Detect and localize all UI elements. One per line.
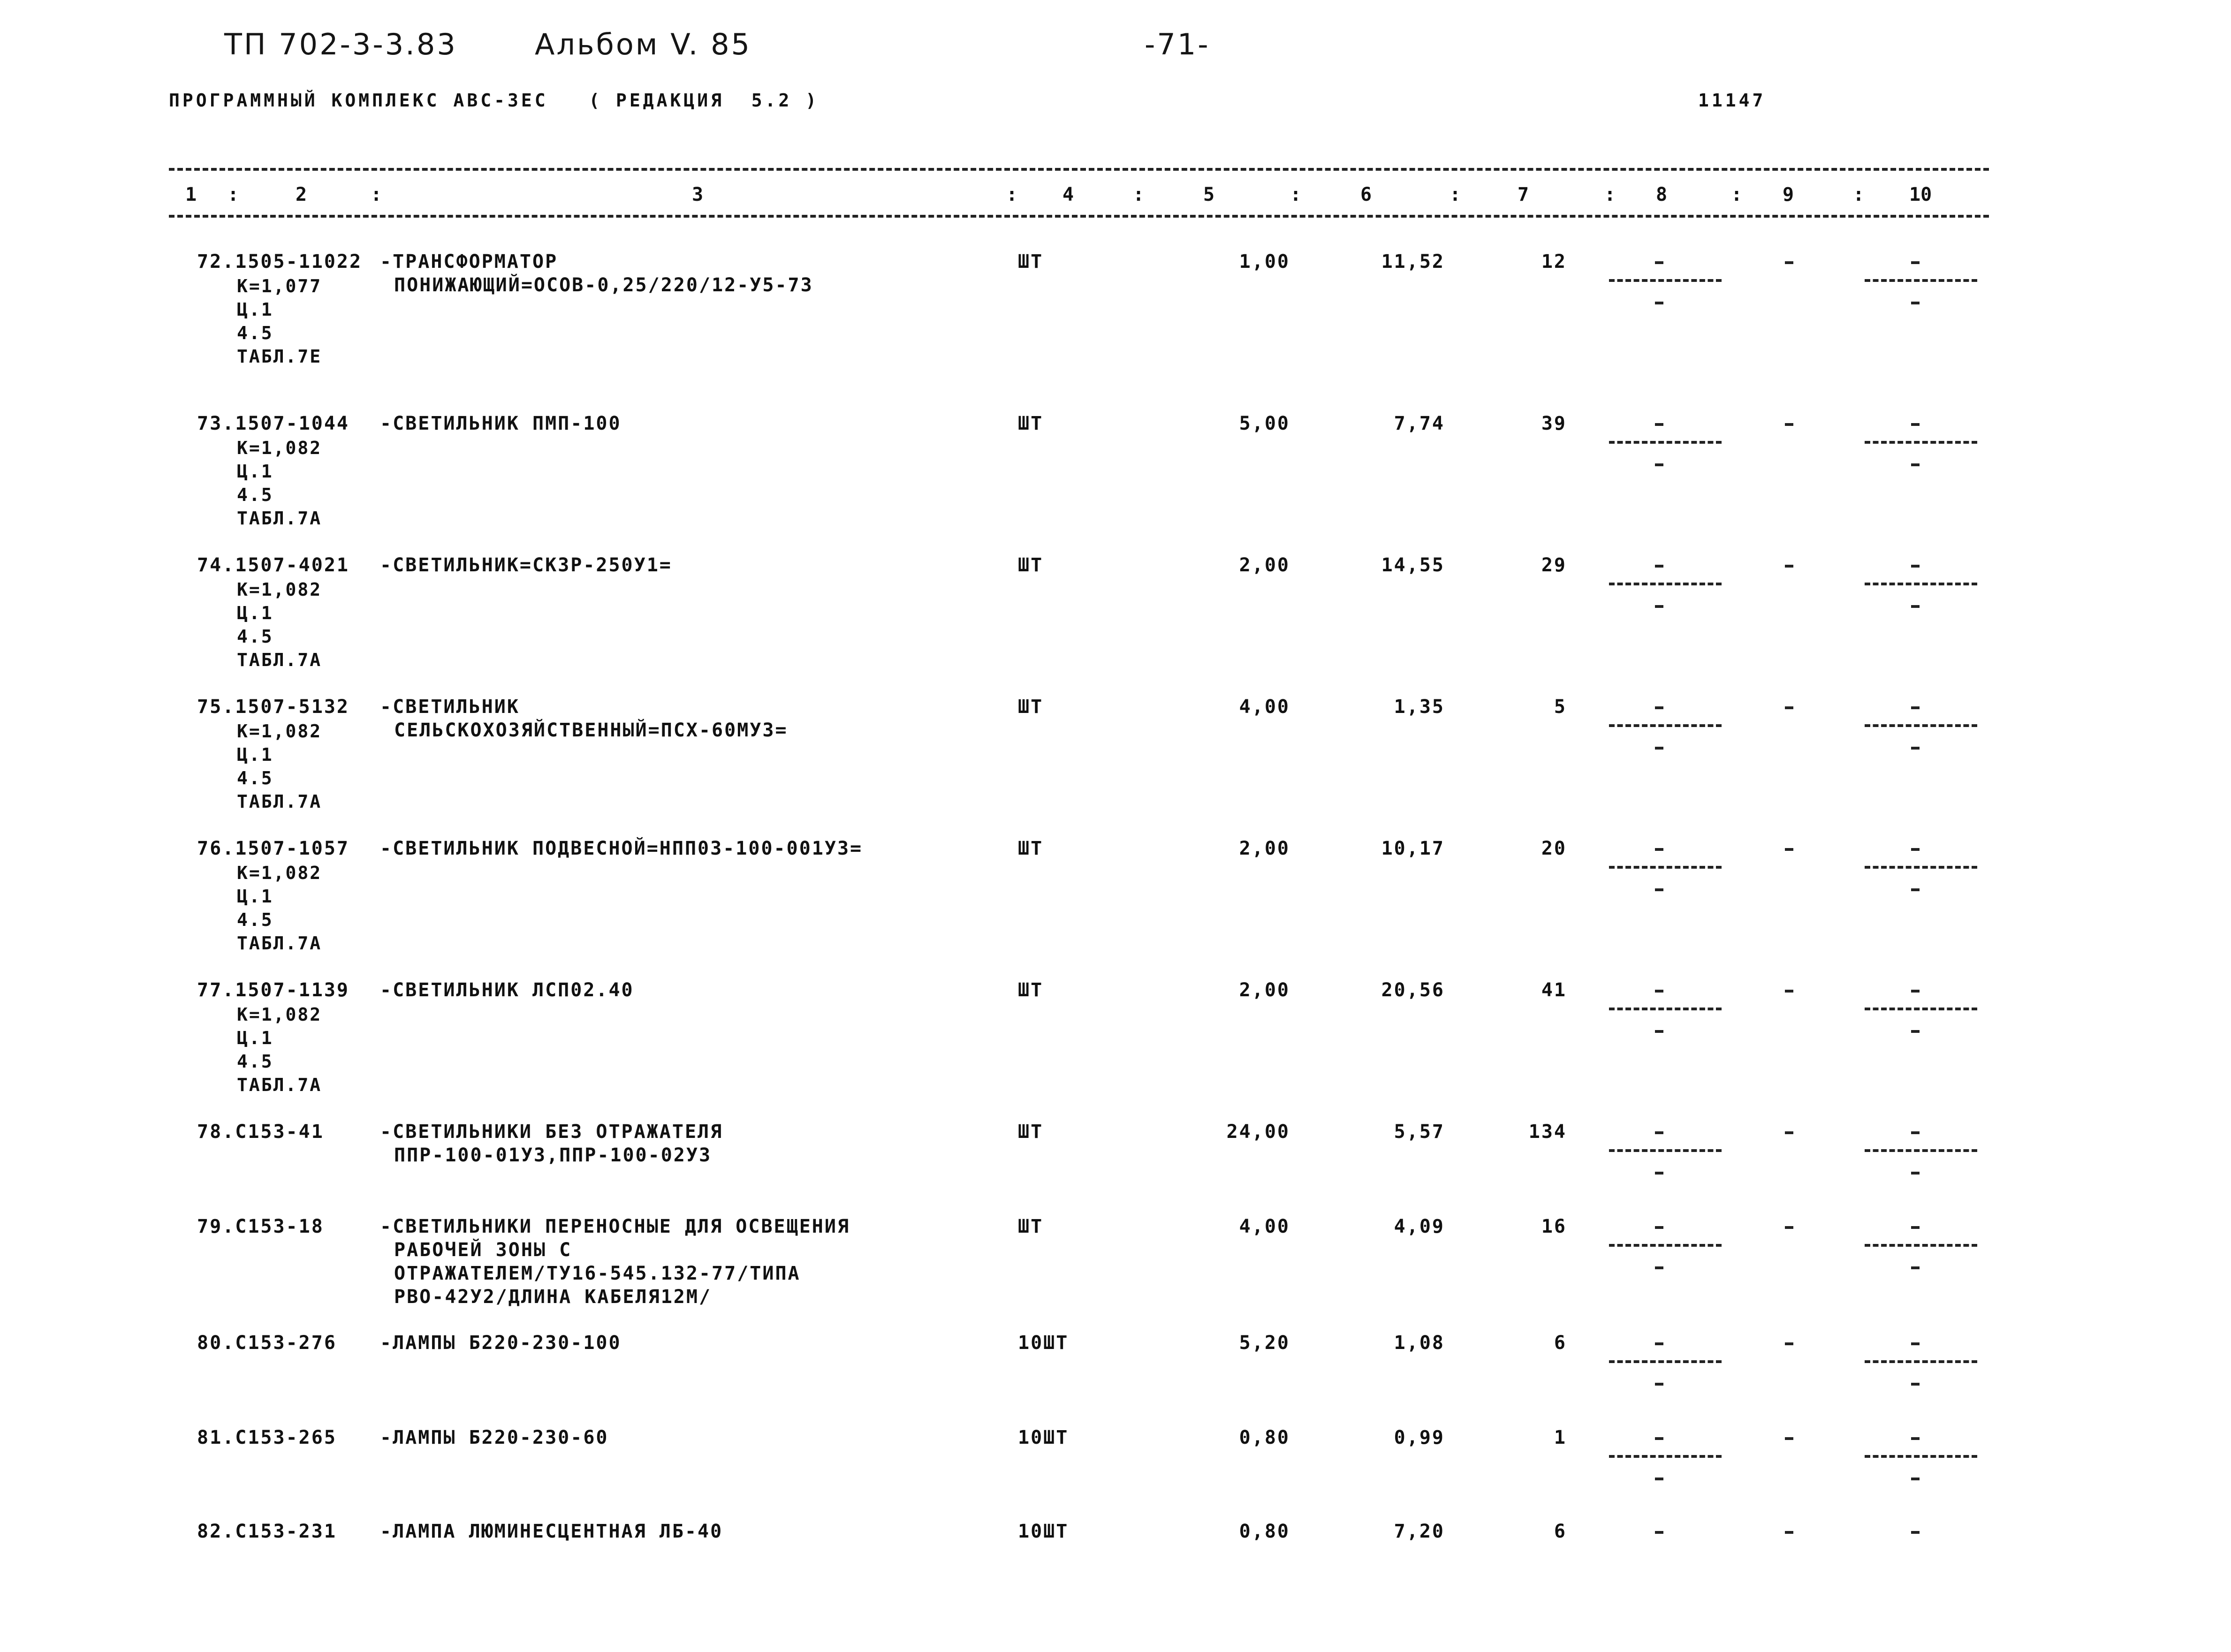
item-total: 20 bbox=[1541, 838, 1567, 859]
table-row bbox=[0, 696, 2231, 827]
col8-dash-top bbox=[1655, 565, 1663, 568]
item-coefficient-line: Ц.1 bbox=[237, 299, 273, 320]
col10-dash-bottom bbox=[1911, 605, 1920, 608]
col10-dashed-line bbox=[1865, 583, 1977, 585]
item-unit: ШТ bbox=[1018, 1121, 1044, 1143]
item-code: 80.С153-276 bbox=[197, 1332, 337, 1354]
item-unit: ШТ bbox=[1018, 838, 1044, 859]
item-price: 14,55 bbox=[1381, 554, 1445, 576]
column-header-3: 3 bbox=[692, 184, 704, 205]
item-total: 5 bbox=[1554, 696, 1567, 718]
table-row bbox=[0, 251, 2231, 382]
item-quantity: 2,00 bbox=[1239, 554, 1290, 576]
item-unit: ШТ bbox=[1018, 979, 1044, 1001]
item-price: 1,08 bbox=[1394, 1332, 1445, 1354]
item-coefficient-line: Ц.1 bbox=[237, 744, 273, 765]
album-reference: ТП 702-3-3.83 bbox=[224, 27, 457, 61]
item-code: 78.С153-41 bbox=[197, 1121, 324, 1143]
col10-dashed-line bbox=[1865, 1455, 1977, 1458]
item-code: 74.1507-4021 bbox=[197, 554, 349, 576]
col10-dash-top bbox=[1911, 1131, 1920, 1134]
col9-dash bbox=[1785, 1342, 1793, 1345]
item-unit: ШТ bbox=[1018, 1216, 1044, 1237]
column-header-9: 9 bbox=[1783, 184, 1794, 205]
item-coefficient-line: Ц.1 bbox=[237, 461, 273, 482]
item-name-continuation: ППР-100-01У3,ППР-100-02У3 bbox=[394, 1144, 712, 1166]
item-quantity: 5,00 bbox=[1239, 413, 1290, 434]
item-code: 77.1507-1139 bbox=[197, 979, 349, 1001]
item-coefficient-line: ТАБЛ.7А bbox=[237, 791, 322, 812]
column-header-7: 7 bbox=[1518, 184, 1529, 205]
col8-dashed-line bbox=[1609, 866, 1722, 869]
col10-dash-top bbox=[1911, 423, 1920, 426]
item-price: 11,52 bbox=[1381, 251, 1445, 273]
col8-dash-bottom bbox=[1655, 1172, 1663, 1175]
col10-dash-top bbox=[1911, 848, 1920, 851]
item-name: -ЛАМПА ЛЮМИНЕСЦЕНТНАЯ ЛБ-40 bbox=[380, 1521, 723, 1542]
item-name: -СВЕТИЛЬНИКИ БЕЗ ОТРАЖАТЕЛЯ bbox=[380, 1121, 723, 1143]
column-header-5: 5 bbox=[1203, 184, 1215, 205]
item-name-continuation: РВО-42У2/ДЛИНА КАБЕЛЯ12М/ bbox=[394, 1286, 712, 1308]
col8-dashed-line bbox=[1609, 1008, 1722, 1010]
item-name: -СВЕТИЛЬНИК ПОДВЕСНОЙ=НПП03-100-001У3= bbox=[380, 838, 863, 859]
item-total: 12 bbox=[1541, 251, 1567, 273]
item-coefficient-line: Ц.1 bbox=[237, 603, 273, 623]
item-price: 1,35 bbox=[1394, 696, 1445, 718]
item-coefficient-line: Ц.1 bbox=[237, 1028, 273, 1048]
table-row bbox=[0, 554, 2231, 686]
item-quantity: 4,00 bbox=[1239, 1216, 1290, 1237]
col10-dash-top bbox=[1911, 1531, 1920, 1534]
item-coefficient-line: ТАБЛ.7А bbox=[237, 508, 322, 529]
col9-dash bbox=[1785, 1131, 1793, 1134]
col10-dashed-line bbox=[1865, 1149, 1977, 1152]
header-bottom-rule bbox=[169, 215, 1989, 218]
col10-dashed-line bbox=[1865, 724, 1977, 727]
item-total: 16 bbox=[1541, 1216, 1567, 1237]
item-coefficient-line: К=1,077 bbox=[237, 276, 322, 296]
column-header-sep: : bbox=[1006, 184, 1018, 205]
col10-dashed-line bbox=[1865, 279, 1977, 282]
col10-dashed-line bbox=[1865, 1360, 1977, 1363]
col10-dash-top bbox=[1911, 1437, 1920, 1440]
item-unit: ШТ bbox=[1018, 696, 1044, 718]
item-name: -СВЕТИЛЬНИК bbox=[380, 696, 520, 718]
item-unit: ШТ bbox=[1018, 413, 1044, 434]
item-name-continuation: СЕЛЬСКОХОЗЯЙСТВЕННЫЙ=ПСХ-60МУЗ= bbox=[394, 720, 788, 741]
col10-dash-top bbox=[1911, 565, 1920, 568]
col8-dashed-line bbox=[1609, 1244, 1722, 1247]
col10-dash-top bbox=[1911, 706, 1920, 709]
column-header-2: 2 bbox=[296, 184, 307, 205]
col8-dash-bottom bbox=[1655, 463, 1663, 466]
document-number: 11147 bbox=[1698, 90, 1766, 111]
item-name: -СВЕТИЛЬНИКИ ПЕРЕНОСНЫЕ ДЛЯ ОСВЕЩЕНИЯ bbox=[380, 1216, 850, 1237]
col10-dashed-line bbox=[1865, 1008, 1977, 1010]
item-total: 29 bbox=[1541, 554, 1567, 576]
col9-dash bbox=[1785, 261, 1793, 264]
col8-dashed-line bbox=[1609, 1149, 1722, 1152]
column-header-8: 8 bbox=[1656, 184, 1668, 205]
item-price: 4,09 bbox=[1394, 1216, 1445, 1237]
table-row bbox=[0, 413, 2231, 544]
item-price: 5,57 bbox=[1394, 1121, 1445, 1143]
col10-dash-bottom bbox=[1911, 1266, 1920, 1269]
col10-dash-bottom bbox=[1911, 463, 1920, 466]
col10-dash-top bbox=[1911, 261, 1920, 264]
item-coefficient-line: К=1,082 bbox=[237, 579, 322, 600]
col10-dash-top bbox=[1911, 1342, 1920, 1345]
item-code: 75.1507-5132 bbox=[197, 696, 349, 718]
item-quantity: 2,00 bbox=[1239, 979, 1290, 1001]
item-coefficient-line: К=1,082 bbox=[237, 1004, 322, 1025]
item-unit: 10ШТ bbox=[1018, 1521, 1069, 1542]
item-name-continuation: ОТРАЖАТЕЛЕМ/ТУ16-545.132-77/ТИПА bbox=[394, 1263, 801, 1284]
col9-dash bbox=[1785, 1226, 1793, 1229]
col8-dashed-line bbox=[1609, 724, 1722, 727]
item-coefficient-line: ТАБЛ.7Е bbox=[237, 346, 322, 367]
col8-dashed-line bbox=[1609, 441, 1722, 444]
item-unit: ШТ bbox=[1018, 554, 1044, 576]
col8-dash-bottom bbox=[1655, 888, 1663, 891]
item-quantity: 0,80 bbox=[1239, 1521, 1290, 1542]
item-price: 7,20 bbox=[1394, 1521, 1445, 1542]
page-number: -71- bbox=[1145, 27, 1210, 61]
item-name: -СВЕТИЛЬНИК ЛСП02.40 bbox=[380, 979, 634, 1001]
col8-dash-top bbox=[1655, 1437, 1663, 1440]
col10-dash-bottom bbox=[1911, 747, 1920, 750]
item-quantity: 1,00 bbox=[1239, 251, 1290, 273]
item-code: 76.1507-1057 bbox=[197, 838, 349, 859]
item-coefficient-line: 4.5 bbox=[237, 323, 273, 343]
item-unit: 10ШТ bbox=[1018, 1427, 1069, 1448]
item-total: 6 bbox=[1554, 1332, 1567, 1354]
col8-dashed-line bbox=[1609, 1455, 1722, 1458]
col8-dash-top bbox=[1655, 1531, 1663, 1534]
col8-dash-top bbox=[1655, 990, 1663, 993]
item-coefficient-line: ТАБЛ.7А bbox=[237, 1075, 322, 1095]
col10-dash-bottom bbox=[1911, 302, 1920, 304]
item-price: 20,56 bbox=[1381, 979, 1445, 1001]
col9-dash bbox=[1785, 1531, 1793, 1534]
item-name: -ЛАМПЫ Б220-230-60 bbox=[380, 1427, 609, 1448]
col10-dash-bottom bbox=[1911, 1383, 1920, 1386]
col10-dash-bottom bbox=[1911, 888, 1920, 891]
col10-dash-bottom bbox=[1911, 1172, 1920, 1175]
column-header-sep: : bbox=[1449, 184, 1461, 205]
col10-dash-top bbox=[1911, 1226, 1920, 1229]
col10-dashed-line bbox=[1865, 441, 1977, 444]
col9-dash bbox=[1785, 565, 1793, 568]
item-quantity: 24,00 bbox=[1226, 1121, 1290, 1143]
item-coefficient-line: К=1,082 bbox=[237, 863, 322, 883]
col9-dash bbox=[1785, 423, 1793, 426]
col8-dash-top bbox=[1655, 706, 1663, 709]
col8-dash-top bbox=[1655, 1226, 1663, 1229]
col10-dashed-line bbox=[1865, 866, 1977, 869]
column-header-sep: : bbox=[1853, 184, 1865, 205]
col8-dashed-line bbox=[1609, 583, 1722, 585]
col8-dash-top bbox=[1655, 1131, 1663, 1134]
col8-dash-bottom bbox=[1655, 1030, 1663, 1033]
item-coefficient-line: 4.5 bbox=[237, 909, 273, 930]
item-name: -ЛАМПЫ Б220-230-100 bbox=[380, 1332, 622, 1354]
item-name-continuation: РАБОЧЕЙ ЗОНЫ С bbox=[394, 1239, 572, 1261]
item-total: 6 bbox=[1554, 1521, 1567, 1542]
item-code: 81.С153-265 bbox=[197, 1427, 337, 1448]
column-header-sep: : bbox=[1731, 184, 1743, 205]
column-header-sep: : bbox=[1290, 184, 1302, 205]
column-header-sep: : bbox=[1133, 184, 1145, 205]
col8-dash-bottom bbox=[1655, 605, 1663, 608]
item-name: -СВЕТИЛЬНИК=СКЗР-250У1= bbox=[380, 554, 672, 576]
item-code: 73.1507-1044 bbox=[197, 413, 349, 434]
col9-dash bbox=[1785, 1437, 1793, 1440]
col8-dash-top bbox=[1655, 848, 1663, 851]
item-quantity: 0,80 bbox=[1239, 1427, 1290, 1448]
col8-dash-bottom bbox=[1655, 1383, 1663, 1386]
item-coefficient-line: ТАБЛ.7А bbox=[237, 650, 322, 670]
item-coefficient-line: 4.5 bbox=[237, 1051, 273, 1072]
col10-dash-bottom bbox=[1911, 1478, 1920, 1480]
col8-dashed-line bbox=[1609, 1360, 1722, 1363]
table-row bbox=[0, 1521, 2231, 1652]
item-price: 10,17 bbox=[1381, 838, 1445, 859]
item-coefficient-line: 4.5 bbox=[237, 485, 273, 505]
column-header-6: 6 bbox=[1360, 184, 1372, 205]
header-top-rule bbox=[169, 168, 1989, 171]
item-name-continuation: ПОНИЖАЮЩИЙ=ОСОВ-0,25/220/12-У5-73 bbox=[394, 274, 813, 296]
item-quantity: 2,00 bbox=[1239, 838, 1290, 859]
table-row bbox=[0, 979, 2231, 1111]
col8-dash-bottom bbox=[1655, 747, 1663, 750]
program-title: ПРОГРАММНЫЙ КОМПЛЕКС АВС-3ЕС ( РЕДАКЦИЯ 5.2 ) bbox=[169, 90, 820, 111]
col8-dash-top bbox=[1655, 1342, 1663, 1345]
item-total: 1 bbox=[1554, 1427, 1567, 1448]
item-code: 72.1505-11022 bbox=[197, 251, 363, 273]
item-name: -СВЕТИЛЬНИК ПМП-100 bbox=[380, 413, 622, 434]
item-coefficient-line: 4.5 bbox=[237, 626, 273, 647]
item-code: 79.С153-18 bbox=[197, 1216, 324, 1237]
item-coefficient-line: 4.5 bbox=[237, 768, 273, 788]
col8-dash-bottom bbox=[1655, 302, 1663, 304]
item-total: 134 bbox=[1528, 1121, 1567, 1143]
item-quantity: 4,00 bbox=[1239, 696, 1290, 718]
item-coefficient-line: ТАБЛ.7А bbox=[237, 933, 322, 954]
col9-dash bbox=[1785, 706, 1793, 709]
item-price: 0,99 bbox=[1394, 1427, 1445, 1448]
col8-dash-bottom bbox=[1655, 1266, 1663, 1269]
item-coefficient-line: К=1,082 bbox=[237, 721, 322, 742]
col10-dashed-line bbox=[1865, 1244, 1977, 1247]
item-code: 82.С153-231 bbox=[197, 1521, 337, 1542]
col10-dash-bottom bbox=[1911, 1030, 1920, 1033]
item-coefficient-line: Ц.1 bbox=[237, 886, 273, 907]
col10-dash-top bbox=[1911, 990, 1920, 993]
album-name: Альбом V. 85 bbox=[535, 27, 751, 61]
column-header-sep: : bbox=[228, 184, 239, 205]
item-price: 7,74 bbox=[1394, 413, 1445, 434]
col8-dash-bottom bbox=[1655, 1478, 1663, 1480]
col8-dash-top bbox=[1655, 261, 1663, 264]
item-quantity: 5,20 bbox=[1239, 1332, 1290, 1354]
table-row bbox=[0, 838, 2231, 969]
item-name: -ТРАНСФОРМАТОР bbox=[380, 251, 558, 273]
col8-dash-top bbox=[1655, 423, 1663, 426]
column-header-1: 1 bbox=[185, 184, 197, 205]
col9-dash bbox=[1785, 990, 1793, 993]
column-header-4: 4 bbox=[1062, 184, 1074, 205]
item-total: 41 bbox=[1541, 979, 1567, 1001]
column-header-sep: : bbox=[1604, 184, 1616, 205]
table-row bbox=[0, 1216, 2231, 1347]
item-coefficient-line: К=1,082 bbox=[237, 438, 322, 458]
item-total: 39 bbox=[1541, 413, 1567, 434]
column-header-10: 10 bbox=[1909, 184, 1932, 205]
item-unit: 10ШТ bbox=[1018, 1332, 1069, 1354]
column-header-sep: : bbox=[371, 184, 382, 205]
col8-dashed-line bbox=[1609, 279, 1722, 282]
col9-dash bbox=[1785, 848, 1793, 851]
item-unit: ШТ bbox=[1018, 251, 1044, 273]
